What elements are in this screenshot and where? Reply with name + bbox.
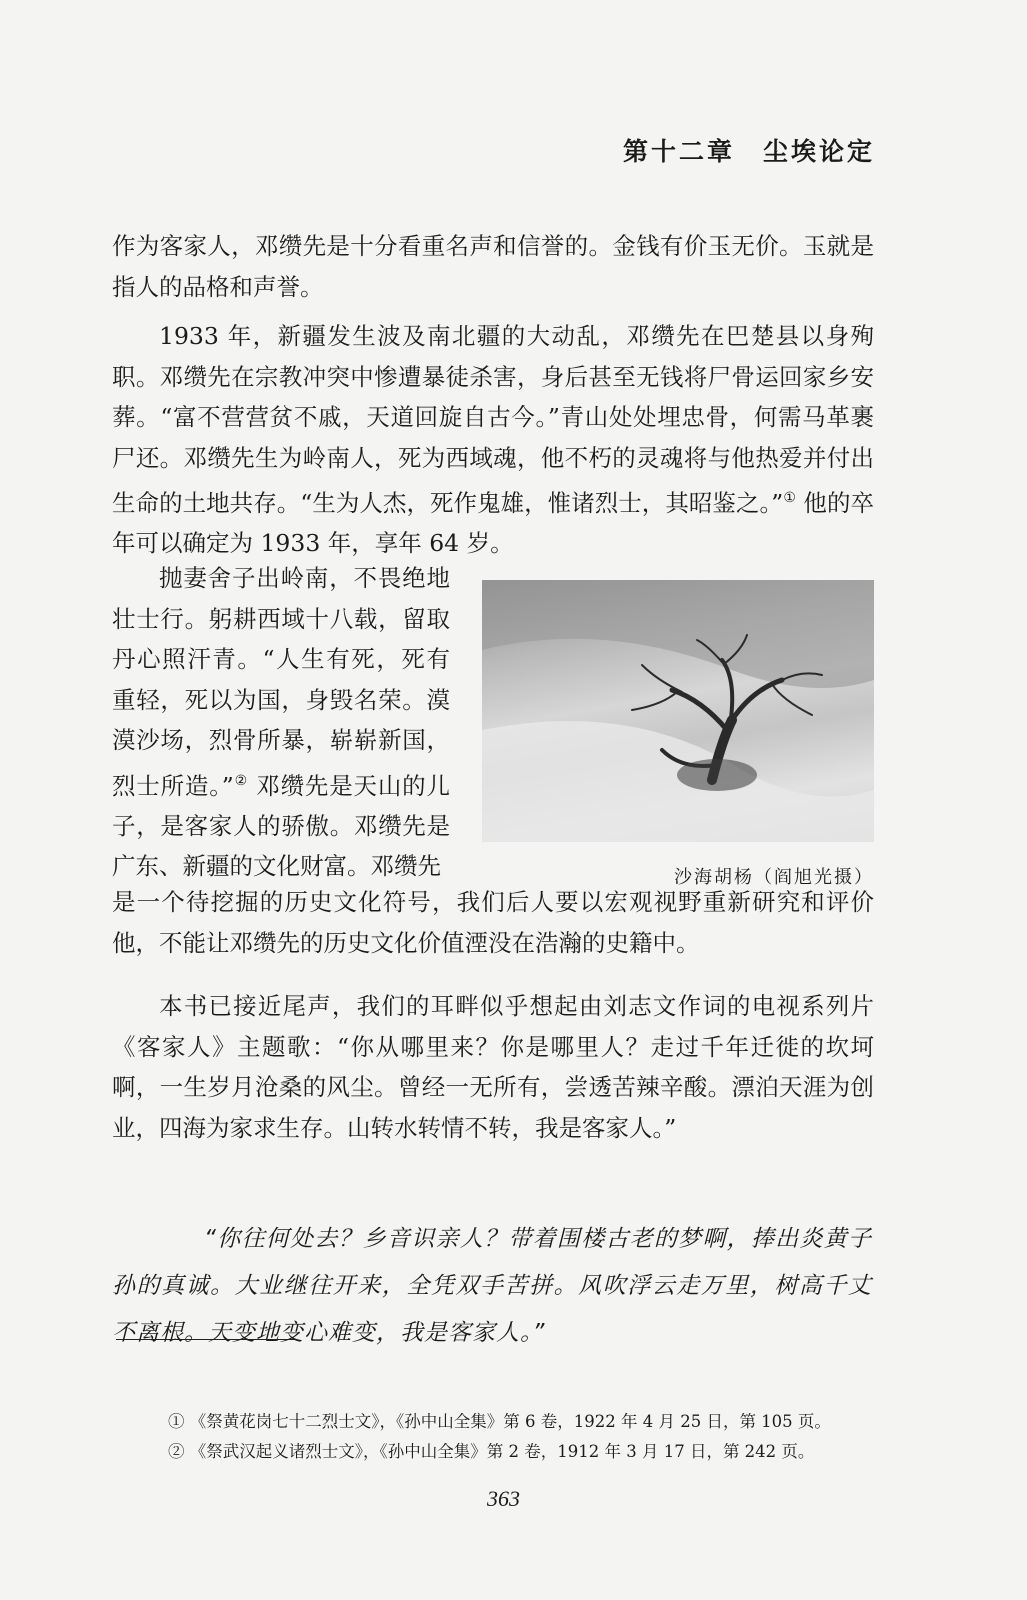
paragraph-3-continued <box>112 882 874 963</box>
footnote-1: ① 《祭黄花岗七十二烈士文》，《孙中山全集》第 6 卷，1922 年 4 月 25 日，第 105 页。 <box>168 1412 831 1431</box>
footnotes <box>168 1407 888 1467</box>
paragraph-3-main: 抛妻舍子出岭南，不畏绝地壮士行。躬耕西域十八载，留取丹心照汗青。“人生有死，死有重轻，死以为国，身毁名荣。漠漠沙场，烈骨所暴，崭崭新国，烈士所造。” <box>112 564 450 800</box>
paragraph-4-text: 本书已接近尾声，我们的耳畔似乎想起由刘志文作词的电视系列片《客家人》主题歌：“你从哪里来？你是哪里人？走过千年迁徙的坎坷啊，一生岁月沧桑的风尘。曾经一无所有，尝透苦辣辛酸。漂泊天涯为创业，四海为家求生存。山转水转情不转，我是客家人。” <box>112 992 874 1142</box>
page-number: 363 <box>487 1486 520 1511</box>
photo-caption: 沙海胡杨（阎旭光摄） <box>674 867 874 888</box>
paragraph-1 <box>112 226 874 307</box>
paragraph-3-rest: 是一个待挖掘的历史文化符号，我们后人要以宏观视野重新研究和评价他，不能让邓缵先的历史文化价值湮没在浩瀚的史籍中。 <box>112 888 874 957</box>
paragraph-4 <box>112 986 874 1148</box>
footnote-rule <box>116 1339 296 1340</box>
paragraph-2-tail: 他的卒年可以确定为 1933 年，享年 64 岁。 <box>112 488 874 558</box>
song-lyrics-quote: “你往何处去？乡音识亲人？带着围楼古老的梦啊，捧出炎黄子孙的真诚。大业继往开来，全凭双手苦拼。风吹浮云走万里，树高千丈不离根。天变地变心难变，我是客家人。” <box>112 1226 872 1346</box>
paragraph-3-wrapped <box>112 558 450 887</box>
paragraph-3-text <box>112 558 450 887</box>
paragraph-2-text <box>112 316 874 564</box>
footnote-ref-1[interactable]: ① <box>783 490 796 506</box>
paragraph-1-text: 作为客家人，邓缵先是十分看重名声和信誉的。金钱有价玉无价。玉就是指人的品格和声誉。 <box>112 232 874 301</box>
paragraph-2 <box>112 316 874 564</box>
desert-tree-illustration <box>482 580 874 842</box>
paragraph-3-tail: 邓缵先是天山的儿子，是客家人的骄傲。邓缵先是广东、新疆的文化财富。邓缵先 <box>112 771 450 881</box>
footnote-2: ② 《祭武汉起义诸烈士文》，《孙中山全集》第 2 卷，1912 年 3 月 17 日，第 242 页。 <box>168 1442 815 1461</box>
paragraph-2-main: 1933 年，新疆发生波及南北疆的大动乱，邓缵先在巴楚县以身殉职。邓缵先在宗教冲突中惨遭暴徒杀害，身后甚至无钱将尸骨运回家乡安葬。“富不营营贫不戚，天道回旋自古今。”青山处处埋忠骨，何需马革裹尸还。邓缵先生为岭南人，死为西域魂，他不朽的灵魂将与他热爱并付出生命的土地共存。“生为人杰，死作鬼雄，惟诸烈士，其昭鉴之。” <box>112 322 874 517</box>
photo-desert-poplar <box>482 580 874 842</box>
footnote-ref-2[interactable]: ② <box>233 772 249 789</box>
running-head: 第十二章 尘埃论定 <box>622 137 875 166</box>
